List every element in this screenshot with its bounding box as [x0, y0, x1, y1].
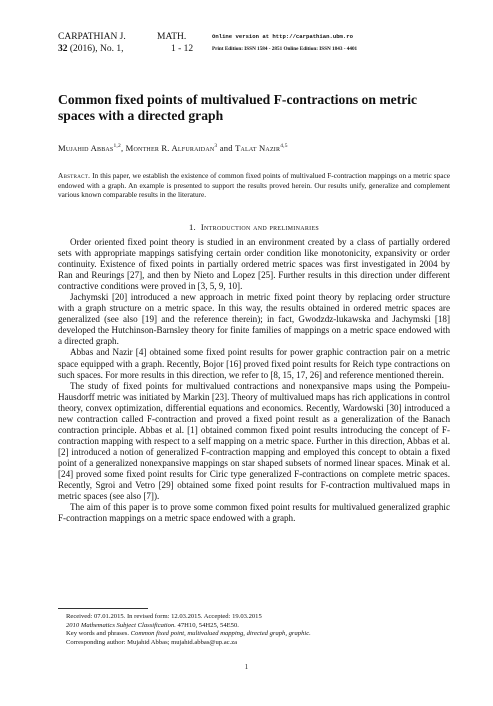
body-text	[58, 237, 450, 524]
msc-codes: 47H10, 54H25, 54E50.	[175, 621, 239, 629]
author-list	[58, 143, 448, 153]
print-edition-line: Print Edition: ISSN 1584 - 2851 Online Edition: ISSN 1843 - 4401	[212, 46, 358, 52]
section-number: 1.	[188, 222, 196, 232]
journal-volume-line	[58, 43, 126, 55]
msc-label: 2010 Mathematics Subject Classification.	[66, 621, 176, 629]
journal-issue: (2016), No. 1,	[67, 44, 124, 54]
edition-info	[212, 31, 357, 55]
section-heading	[58, 222, 450, 232]
subject-line1: MATH.	[157, 32, 187, 42]
page-range: 1 - 12	[171, 44, 194, 54]
author-and: and	[217, 143, 236, 153]
journal-line1: CARPATHIAN J.	[58, 32, 126, 42]
abstract-label: Abstract.	[58, 171, 91, 180]
journal-subject	[157, 31, 193, 55]
author-2-affil: 3	[214, 143, 218, 150]
footnotes	[66, 613, 450, 647]
abstract-text: In this paper, we establish the existence of common fixed points of multivalued F-contraction mappings on a metric space endowed with a graph. An example is presented to support the results proved herein. Our results unify, generalize and complement various known comparable results in the literature.	[58, 171, 450, 200]
paragraph: The study of fixed points for multivalued contractions and nonexpansive maps using the Pompeiu-Hausdorff metric was initiated by Markin [23]. Theory of multivalued maps has rich applications in control theory, convex optimization, differential equations and economics. Recently, Wardowski [30] introduced a new contraction called F-contraction and proved a fixed point result as a generalization of the Banach contraction principle. Abbas et al. [1] obtained common fixed point results introducing the concept of F-contraction mapping with respect to a self mapping on a metric space. Further in this direction, Abbas et al. [2] introduced a notion of generalized F-contraction mapping and employed this concept to obtain a fixed point of a generalized nonexpansive mappings on star shaped subsets of normed linear spaces. Minak et al. [24] proved some fixed point results for Ciric type generalized F-contractions on complete metric spaces. Recently, Sgroi and Vetro [29] obtained some fixed point results for F-contraction multivalued maps in metric spaces (see also [7]).	[58, 380, 450, 502]
paper-title: Common fixed points of multivalued F-contractions on metric spaces with a directed graph	[58, 92, 418, 123]
keywords: Common fixed point, multivalued mapping, directed graph, graphic.	[129, 630, 311, 637]
journal-name	[58, 31, 126, 55]
author-3: Talat Nazir	[235, 143, 281, 153]
keywords-label: Key words and phrases.	[66, 630, 129, 637]
journal-volume: 32	[58, 44, 68, 54]
paragraph: The aim of this paper is to prove some common fixed point results for multivalued generalized graphic F-contraction mappings on a metric space endowed with a graph.	[58, 502, 450, 524]
online-version-line: Online version at http://carpathian.ubm.ro	[212, 33, 353, 40]
author-1: Mujahid Abbas	[58, 143, 114, 153]
footnote-msc	[66, 622, 450, 631]
author-2: Monther R. Alfuraidan	[125, 143, 215, 153]
page-number: 1	[244, 664, 249, 671]
abstract	[58, 171, 450, 200]
section-title: Introduction and preliminaries	[200, 222, 320, 232]
footnote-dates: Received: 07.01.2015. In revised form: 12.03.2015. Accepted: 19.03.2015	[66, 613, 262, 620]
author-sep: ,	[120, 143, 126, 153]
author-1-affil: 1,2	[113, 143, 121, 150]
paragraph: Order oriented fixed point theory is studied in an environment created by a class of partially ordered sets with appropriate mappings satisfying certain order condition like monotonicity, expansivity or order continuity. Existence of fixed points in partially ordered metric spaces was first investigated in 2004 by Ran and Reurings [27], and then by Nieto and Lopez [25]. Further results in this direction under different contractive conditions were proved in [3, 5, 9, 10].	[58, 237, 450, 292]
author-3-affil: 4,5	[280, 143, 288, 150]
paragraph: Jachymski [20] introduced a new approach in metric fixed point theory by replacing order structure with a graph structure on a metric space. In this way, the results obtained in ordered metric spaces are generalized (see also [19] and the reference therein); in fact, Gwodzdz-lukawska and Jachymski [18] developed the Hutchinson-Barnsley theory for finite families of mappings on a metric space endowed with a directed graph.	[58, 292, 450, 347]
footnote-divider	[58, 608, 148, 609]
footnote-corresponding: Corresponding author: Mujahid Abbas; mujahid.abbas@up.ac.za	[66, 638, 238, 646]
paragraph: Abbas and Nazir [4] obtained some fixed point results for power graphic contraction pair on a metric space equipped with a graph. Recently, Bojor [16] proved fixed point results for Reich type contractions on such spaces. For more results in this direction, we refer to [8, 15, 17, 26] and reference mentioned therein.	[58, 347, 450, 380]
footnote-keywords	[66, 630, 450, 639]
